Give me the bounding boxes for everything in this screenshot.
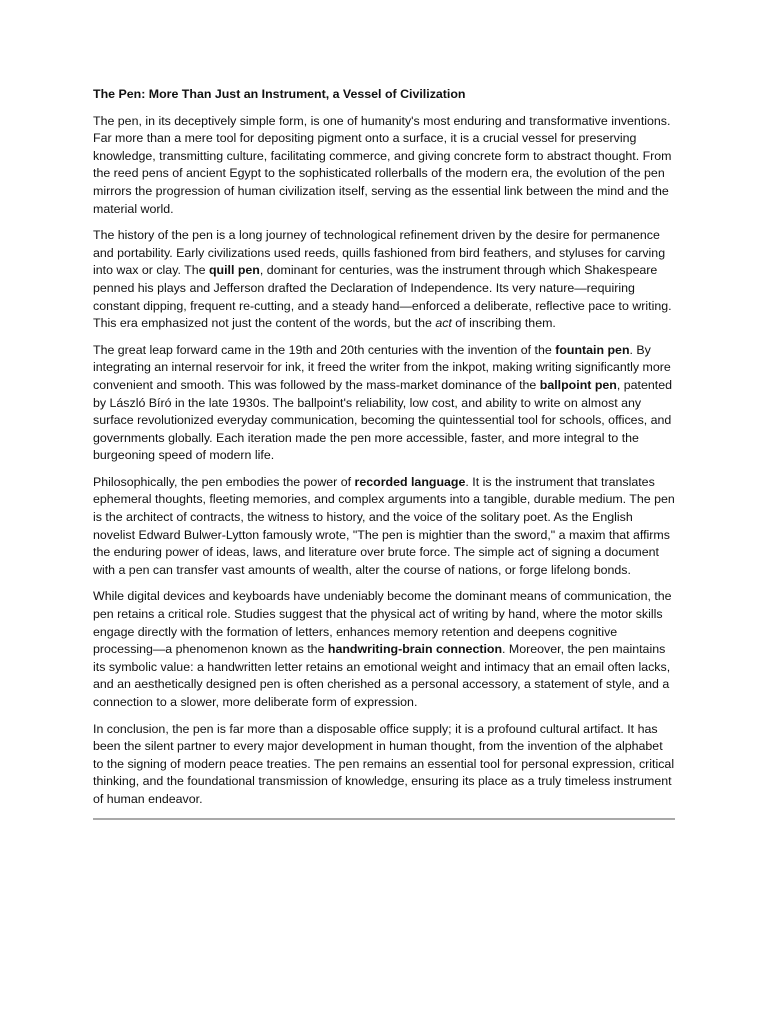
paragraph-text: . Moreover, the pen maintains its symbolic value: a handwritten letter retains an emotional weight and intimacy that an email often lacks, and an aesthetically designed pen is often cherished as a personal accessory, a statement of style, and a connection to a slower, more deliberate form of expression.: [93, 642, 671, 709]
body-paragraph: [93, 342, 675, 465]
paragraph-text: of inscribing them.: [451, 316, 556, 331]
horizontal-rule: [93, 818, 675, 820]
body-paragraph: [93, 721, 675, 809]
paragraph-text: . It is the instrument that translates ephemeral thoughts, fleeting memories, and complex arguments into a tangible, durable medium. The pen is the architect of contracts, the witness to history, and the voice of the solitary poet. As the English novelist Edward Bulwer-Lytton famously wrote, "The pen is mightier than the sword," a maxim that affirms the enduring power of ideas, laws, and literature over brute force. The simple act of signing a document with a pen can transfer vast amounts of wealth, alter the course of nations, or forge lifelong bonds.: [93, 474, 675, 577]
document-body: [93, 113, 675, 809]
paragraph-text: , patented by László Bíró in the late 1930s. The ballpoint's reliability, low cost, and ability to write on almost any surface revolutionized everyday communication, becoming the quintessential tool for schools, offices, and governments globally. Each iteration made the pen more accessible, faster, and more integral to the burgeoning speed of modern life.: [93, 377, 672, 463]
paragraph-text: In conclusion, the pen is far more than a disposable office supply; it is a profound cultural artifact. It has been the silent partner to every major development in human thought, from the invention of the alphabet to the signing of modern peace treaties. The pen remains an essential tool for personal expression, critical thinking, and the foundational transmission of knowledge, ensuring its place as a truly timeless instrument of human endeavor.: [93, 721, 675, 806]
body-paragraph: [93, 474, 675, 580]
body-paragraph: [93, 588, 675, 711]
bold-term: recorded language: [354, 474, 466, 489]
document-page: [93, 86, 675, 820]
paragraph-text: , dominant for centuries, was the instrument through which Shakespeare penned his plays and Jefferson drafted the Declaration of Independence. Its very nature—requiring constant dipping, frequent re-cutting, and a steady hand—enforced a deliberate, reflective pace to writing. This era emphasized not just the content of the words, but the: [93, 263, 672, 331]
bold-term: ballpoint pen: [539, 377, 617, 392]
paragraph-text: . By integrating an internal reservoir for ink, it freed the writer from the inkpot, making writing significantly more convenient and smooth. This was followed by the mass-market dominance of the: [93, 342, 671, 392]
paragraph-text: The history of the pen is a long journey of technological refinement driven by the desire for permanence and portability. Early civilizations used reeds, quills fashioned from bird feathers, and styluses for carving into wax or clay. The: [93, 228, 666, 278]
body-paragraph: [93, 113, 675, 219]
paragraph-text: While digital devices and keyboards have undeniably become the dominant means of communication, the pen retains a critical role. Studies suggest that the physical act of writing by hand, where the motor skills engage directly with the formation of letters, enhances memory retention and deepens cognitive processing—a phenomenon known as the: [93, 589, 672, 657]
paragraph-text: Philosophically, the pen embodies the power of: [93, 474, 355, 489]
bold-term: handwriting-brain connection: [327, 642, 503, 657]
paragraph-text: The pen, in its deceptively simple form, is one of humanity's most enduring and transformative inventions. Far more than a mere tool for depositing pigment onto a surface, it is a crucial vessel for preserving knowledge, transmitting culture, facilitating commerce, and giving concrete form to abstract thought. From the reed pens of ancient Egypt to the sophisticated rollerballs of the modern era, the evolution of the pen mirrors the progression of human civilization itself, serving as the essential link between the mind and the material world.: [93, 113, 672, 216]
bold-term: fountain pen: [555, 342, 630, 357]
italic-term: act: [435, 316, 452, 331]
body-paragraph: [93, 227, 675, 333]
document-title: The Pen: More Than Just an Instrument, a Vessel of Civilization: [93, 87, 466, 101]
paragraph-text: The great leap forward came in the 19th and 20th centuries with the invention of the: [93, 342, 556, 357]
bold-term: quill pen: [208, 263, 260, 278]
